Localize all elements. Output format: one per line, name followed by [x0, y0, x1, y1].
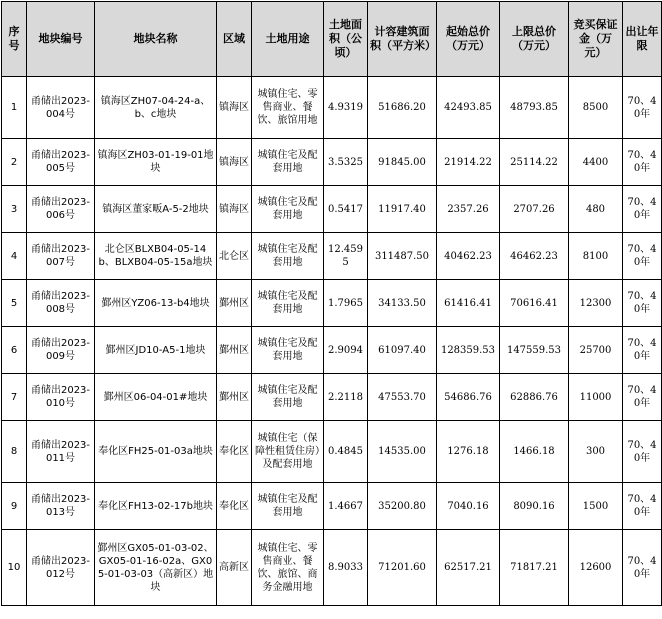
cell-floor-area: 311487.50 [368, 233, 437, 280]
table-row [2, 530, 662, 606]
cell-cap-price: 71817.21 [500, 530, 569, 606]
cell-deposit: 480 [569, 186, 623, 233]
cell-deposit: 300 [569, 421, 623, 483]
cell-usage: 城镇住宅及配套用地 [252, 186, 324, 233]
cell-code: 甬储出2023-008号 [27, 280, 95, 327]
cell-usage: 城镇住宅及配套用地 [252, 280, 324, 327]
cell-district: 奉化区 [217, 483, 252, 530]
cell-cap-price: 62886.76 [500, 374, 569, 421]
cell-floor-area: 34133.50 [368, 280, 437, 327]
cell-start-price: 21914.22 [437, 139, 500, 186]
cell-start-price: 128359.53 [437, 327, 500, 374]
cell-deposit: 12300 [569, 280, 623, 327]
cell-start-price: 2357.26 [437, 186, 500, 233]
cell-name: 镇海区ZH03-01-19-01地块 [95, 139, 217, 186]
header-term: 出让年限 [623, 2, 662, 77]
cell-term: 70、40年 [623, 233, 662, 280]
cell-deposit: 12600 [569, 530, 623, 606]
cell-name: 北仑区BLXB04-05-14b、BLXB04-05-15a地块 [95, 233, 217, 280]
cell-name: 奉化区FH13-02-17b地块 [95, 483, 217, 530]
cell-cap-price: 147559.53 [500, 327, 569, 374]
cell-start-price: 61416.41 [437, 280, 500, 327]
cell-code: 甬储出2023-012号 [27, 530, 95, 606]
cell-usage: 城镇住宅及配套用地 [252, 483, 324, 530]
cell-name: 鄞州区GX05-01-03-02、GX05-01-16-02a、GX05-01-03-03（高新区）地块 [95, 530, 217, 606]
cell-usage: 城镇住宅及配套用地 [252, 374, 324, 421]
header-name: 地块名称 [95, 2, 217, 77]
cell-usage: 城镇住宅及配套用地 [252, 233, 324, 280]
cell-code: 甬储出2023-013号 [27, 483, 95, 530]
cell-deposit: 1500 [569, 483, 623, 530]
table-row [2, 77, 662, 139]
cell-area: 0.4845 [324, 421, 368, 483]
cell-area: 4.9319 [324, 77, 368, 139]
cell-name: 镇海区董家畈A-5-2地块 [95, 186, 217, 233]
table-row [2, 483, 662, 530]
cell-floor-area: 14535.00 [368, 421, 437, 483]
table-row [2, 139, 662, 186]
cell-term: 70、40年 [623, 374, 662, 421]
cell-start-price: 7040.16 [437, 483, 500, 530]
cell-district: 鄞州区 [217, 374, 252, 421]
cell-term: 70、40年 [623, 327, 662, 374]
cell-usage: 城镇住宅（保障性租赁住房）及配套用地 [252, 421, 324, 483]
cell-start-price: 40462.23 [437, 233, 500, 280]
cell-index: 3 [2, 186, 27, 233]
cell-index: 4 [2, 233, 27, 280]
header-usage: 土地用途 [252, 2, 324, 77]
cell-usage: 城镇住宅及配套用地 [252, 327, 324, 374]
cell-district: 奉化区 [217, 421, 252, 483]
cell-floor-area: 51686.20 [368, 77, 437, 139]
table-row [2, 233, 662, 280]
cell-area: 12.4595 [324, 233, 368, 280]
cell-code: 甬储出2023-006号 [27, 186, 95, 233]
cell-code: 甬储出2023-005号 [27, 139, 95, 186]
table-row [2, 327, 662, 374]
cell-area: 0.5417 [324, 186, 368, 233]
cell-floor-area: 91845.00 [368, 139, 437, 186]
cell-name: 镇海区ZH07-04-24-a、b、c地块 [95, 77, 217, 139]
cell-term: 70、40年 [623, 483, 662, 530]
cell-term: 70、40年 [623, 139, 662, 186]
cell-district: 鄞州区 [217, 327, 252, 374]
cell-floor-area: 71201.60 [368, 530, 437, 606]
cell-area: 3.5325 [324, 139, 368, 186]
cell-start-price: 54686.76 [437, 374, 500, 421]
cell-deposit: 11000 [569, 374, 623, 421]
cell-term: 70、40年 [623, 530, 662, 606]
cell-name: 鄞州区JD10-A5-1地块 [95, 327, 217, 374]
cell-district: 鄞州区 [217, 280, 252, 327]
cell-code: 甬储出2023-010号 [27, 374, 95, 421]
cell-index: 5 [2, 280, 27, 327]
header-floor-area: 计容建筑面积（平方米） [368, 2, 437, 77]
table-row [2, 421, 662, 483]
table-row [2, 374, 662, 421]
cell-name: 鄞州区YZ06-13-b4地块 [95, 280, 217, 327]
cell-code: 甬储出2023-009号 [27, 327, 95, 374]
cell-index: 6 [2, 327, 27, 374]
cell-floor-area: 11917.40 [368, 186, 437, 233]
cell-name: 奉化区FH25-01-03a地块 [95, 421, 217, 483]
table-row [2, 186, 662, 233]
cell-deposit: 8500 [569, 77, 623, 139]
cell-cap-price: 8090.16 [500, 483, 569, 530]
cell-district: 高新区 [217, 530, 252, 606]
header-deposit: 竞买保证金（万元） [569, 2, 623, 77]
cell-start-price: 62517.21 [437, 530, 500, 606]
cell-cap-price: 70616.41 [500, 280, 569, 327]
cell-code: 甬储出2023-004号 [27, 77, 95, 139]
cell-usage: 城镇住宅、零售商业、餐饮、旅馆、商务金融用地 [252, 530, 324, 606]
cell-name: 鄞州区06-04-01#地块 [95, 374, 217, 421]
cell-district: 镇海区 [217, 186, 252, 233]
cell-area: 2.2118 [324, 374, 368, 421]
header-start-price: 起始总价（万元） [437, 2, 500, 77]
cell-index: 9 [2, 483, 27, 530]
header-code: 地块编号 [27, 2, 95, 77]
cell-area: 2.9094 [324, 327, 368, 374]
header-cap-price: 上限总价（万元） [500, 2, 569, 77]
cell-term: 70、40年 [623, 77, 662, 139]
cell-index: 10 [2, 530, 27, 606]
cell-index: 2 [2, 139, 27, 186]
cell-code: 甬储出2023-011号 [27, 421, 95, 483]
cell-deposit: 4400 [569, 139, 623, 186]
cell-area: 1.4667 [324, 483, 368, 530]
cell-area: 8.9033 [324, 530, 368, 606]
cell-cap-price: 46462.23 [500, 233, 569, 280]
cell-code: 甬储出2023-007号 [27, 233, 95, 280]
cell-district: 镇海区 [217, 139, 252, 186]
cell-deposit: 25700 [569, 327, 623, 374]
cell-district: 镇海区 [217, 77, 252, 139]
cell-index: 1 [2, 77, 27, 139]
cell-start-price: 42493.85 [437, 77, 500, 139]
cell-term: 70、40年 [623, 280, 662, 327]
table-row [2, 280, 662, 327]
cell-index: 8 [2, 421, 27, 483]
cell-index: 7 [2, 374, 27, 421]
cell-cap-price: 1466.18 [500, 421, 569, 483]
cell-cap-price: 48793.85 [500, 77, 569, 139]
header-index: 序号 [2, 2, 27, 77]
land-parcel-table [1, 1, 662, 606]
header-area: 土地面积（公顷） [324, 2, 368, 77]
cell-floor-area: 35200.80 [368, 483, 437, 530]
header-row [2, 2, 662, 77]
cell-start-price: 1276.18 [437, 421, 500, 483]
cell-cap-price: 2707.26 [500, 186, 569, 233]
cell-floor-area: 61097.40 [368, 327, 437, 374]
cell-usage: 城镇住宅及配套用地 [252, 139, 324, 186]
cell-cap-price: 25114.22 [500, 139, 569, 186]
cell-district: 北仑区 [217, 233, 252, 280]
cell-usage: 城镇住宅、零售商业、餐饮、旅馆用地 [252, 77, 324, 139]
cell-term: 70、40年 [623, 186, 662, 233]
cell-area: 1.7965 [324, 280, 368, 327]
cell-term: 70、40年 [623, 421, 662, 483]
cell-deposit: 8100 [569, 233, 623, 280]
cell-floor-area: 47553.70 [368, 374, 437, 421]
header-district: 区域 [217, 2, 252, 77]
